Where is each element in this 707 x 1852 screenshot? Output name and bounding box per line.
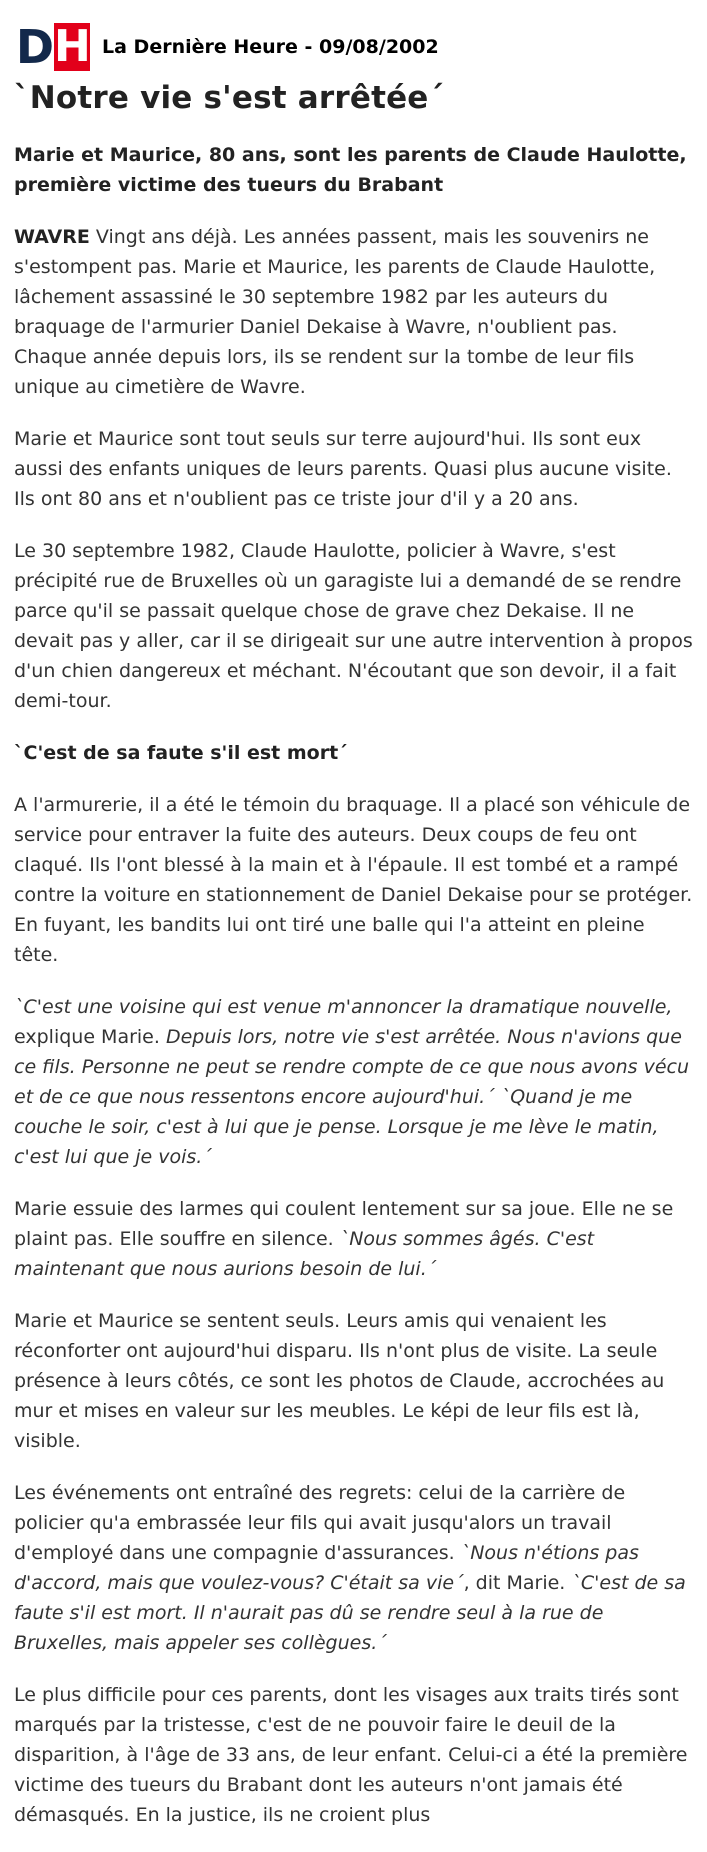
- paragraph-5: [14, 992, 694, 1172]
- paragraph-6: [14, 1194, 694, 1284]
- paragraph-1-text: Vingt ans déjà. Les années passent, mais les souvenirs ne s'estompent pas. Marie et Maurice, les parents de Claude Haulotte, lâchement assassiné le 30 septembre 1982 par les auteurs du braquage de l'armurier Daniel Dekaise à Wavre, n'oublient pas. Chaque année depuis lors, ils se rendent sur la tombe de leur fils unique au cimetière de Wavre.: [14, 226, 656, 398]
- masthead: [14, 22, 694, 72]
- quote: `Nous n'étions pas d'accord, mais que voulez-vous? C'était sa vie´: [14, 1542, 639, 1594]
- source-and-date: La Dernière Heure - 09/08/2002: [102, 36, 439, 58]
- quote: `Nous sommes âgés. C'est maintenant que nous aurions besoin de lui.´: [14, 1228, 595, 1280]
- logo-letter-d: D: [15, 20, 53, 74]
- paragraph-8: [14, 1478, 694, 1658]
- article-subheading: `C'est de sa faute s'il est mort´: [14, 742, 348, 764]
- dateline: WAVRE: [14, 226, 90, 248]
- paragraph-1: [14, 222, 694, 402]
- paragraph-2: Marie et Maurice sont tout seuls sur terre aujourd'hui. Ils sont eux aussi des enfants uniques de leurs parents. Quasi plus aucune visite. Ils ont 80 ans et n'oublient pas ce triste jour d'il y a 20 ans.: [14, 428, 672, 510]
- article-headline: `Notre vie s'est arrêtée´: [14, 80, 445, 116]
- paragraph-8-text: , dit Marie.: [463, 1572, 572, 1594]
- paragraph-6-text: Marie essuie des larmes qui coulent lentement sur sa joue. Elle ne se plaint pas. Elle souffre en silence.: [14, 1198, 674, 1250]
- quote: `C'est une voisine qui est venue m'annoncer la dramatique nouvelle,: [14, 996, 673, 1018]
- logo-letter-h: H: [54, 21, 91, 72]
- paragraph-9: Le plus difficile pour ces parents, dont les visages aux traits tirés sont marqués par la tristesse, c'est de ne pouvoir faire le deuil de la disparition, à l'âge de 33 ans, de leur enfant. Celui-ci a été la première victime des tueurs du Brabant dont les auteurs n'ont jamais été démasqués. En la justice, ils ne croient plus: [14, 1684, 688, 1826]
- paragraph-4: A l'armurerie, il a été le témoin du braquage. Il a placé son véhicule de service pour entraver la fuite des auteurs. Deux coups de feu ont claqué. Ils l'ont blessé à la main et à l'épaule. Il est tombé et a rampé contre la voiture en stationnement de Daniel Dekaise pour se protéger. En fuyant, les bandits lui ont tiré une balle qui l'a atteint en pleine tête.: [14, 794, 693, 966]
- article-lead: Marie et Maurice, 80 ans, sont les parents de Claude Haulotte, première victime des tueurs du Brabant: [14, 144, 687, 196]
- quote: Depuis lors, notre vie s'est arrêtée. Nous n'avions que ce fils. Personne ne peut se rendre compte de ce que nous avons vécu et de ce que nous ressentons encore aujourd'hui.´ `Quand je me couche le soir, c'est à lui que je pense. Lorsque je me lève le matin, c'est lui que je vois.´: [14, 1026, 690, 1168]
- paragraph-5-text: explique Marie.: [14, 1026, 166, 1048]
- article-page: [14, 22, 694, 1830]
- quote: `C'est de sa faute s'il est mort. Il n'aurait pas dû se rendre seul à la rue de Bruxelles, mais appeler ses collègues.´: [14, 1572, 686, 1654]
- paragraph-7: Marie et Maurice se sentent seuls. Leurs amis qui venaient les réconforter ont aujourd'hui disparu. Ils n'ont plus de visite. La seule présence à leurs côtés, ce sont les photos de Claude, accrochées au mur et mises en valeur sur les meubles. Le képi de leur fils est là, visible.: [14, 1310, 665, 1452]
- dh-logo: [14, 20, 91, 74]
- paragraph-3: Le 30 septembre 1982, Claude Haulotte, policier à Wavre, s'est précipité rue de Bruxelles où un garagiste lui a demandé de se rendre parce qu'il se passait quelque chose de grave chez Dekaise. Il ne devait pas y aller, car il se dirigeait sur une autre intervention à propos d'un chien dangereux et méchant. N'écoutant que son devoir, il a fait demi-tour.: [14, 540, 693, 712]
- paragraph-8-text: Les événements ont entraîné des regrets: celui de la carrière de policier qu'a embrassée leur fils qui avait jusqu'alors un travail d'employé dans une compagnie d'assurances.: [14, 1482, 626, 1564]
